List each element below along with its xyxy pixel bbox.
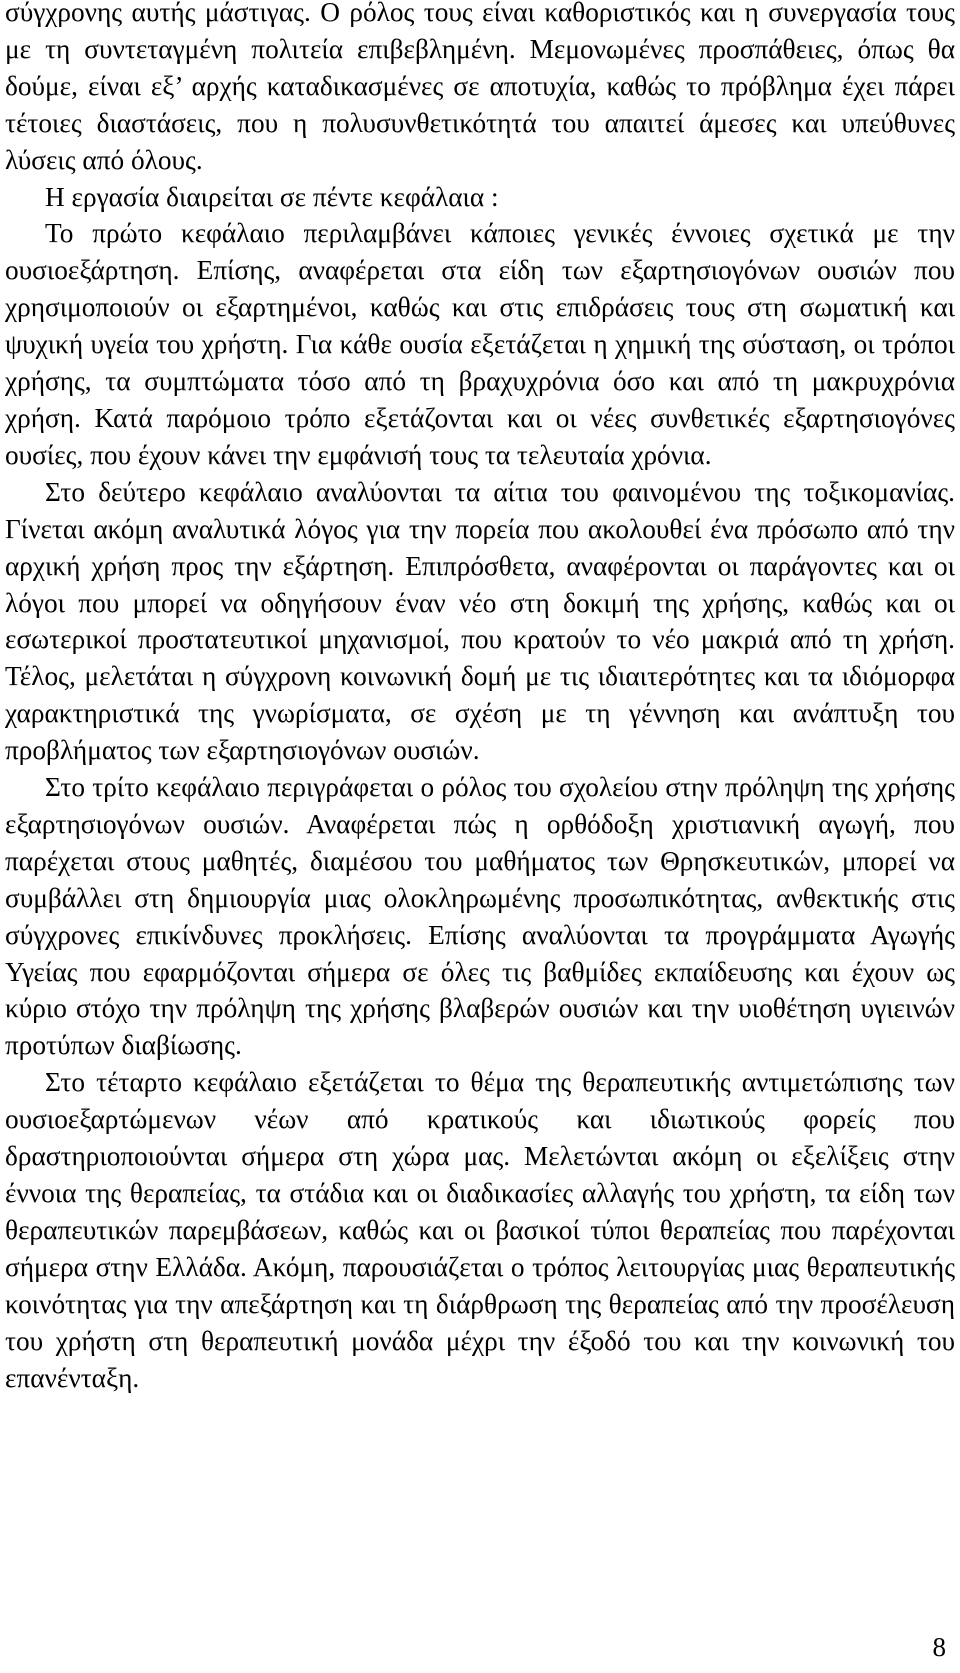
- paragraph-chapter-1: Το πρώτο κεφάλαιο περιλαμβάνει κάποιες γενικές έννοιες σχετικά με την ουσιοεξάρτηση. Επίσης, αναφέρεται στα είδη των εξαρτησιογόνων ουσιών που χρησιμοποιούν οι εξαρτημένοι, καθώς και στις επιδράσεις τους στη σωματική και ψυχική υγεία του χρήστη. Για κάθε ουσία εξετάζεται η χημική της σύσταση, οι τρόποι χρήσης, τα συμπτώματα τόσο από τη βραχυχρόνια όσο και από τη μακρυχρόνια χρήση. Κατά παρόμοιο τρόπο εξετάζονται και οι νέες συνθετικές εξαρτησιογόνες ουσίες, που έχουν κάνει την εμφάνισή τους τα τελευταία χρόνια.: [5, 218, 955, 470]
- paragraph-chapter-4: Στο τέταρτο κεφάλαιο εξετάζεται το θέμα της θεραπευτικής αντιμετώπισης των ουσιοεξαρτώμενων νέων από κρατικούς και ιδιωτικούς φορείς που δραστηριοποιούνται σήμερα στη χώρα μας. Μελετώνται ακόμη οι εξελίξεις στην έννοια της θεραπείας, τα στάδια και οι διαδικασίες αλλαγής του χρήστη, τα είδη των θεραπευτικών παρεμβάσεων, καθώς και οι βασικοί τύποι θεραπείας που παρέχονται σήμερα στην Ελλάδα. Ακόμη, παρουσιάζεται ο τρόπος λειτουργίας μιας θεραπευτικής κοινότητας για την απεξάρτηση και τη διάρθρωση της θεραπείας από την προσέλευση του χρήστη στη θεραπευτική μονάδα μέχρι την έξοδό του και την κοινωνική του επανένταξη.: [5, 1067, 955, 1393]
- body-text: [5, 0, 955, 1396]
- page-number: 8: [932, 1632, 946, 1662]
- paragraph-chapters-intro: Η εργασία διαιρείται σε πέντε κεφάλαια :: [45, 181, 499, 212]
- paragraph-chapter-3: Στο τρίτο κεφάλαιο περιγράφεται ο ρόλος του σχολείου στην πρόληψη της χρήσης εξαρτησιογόνων ουσιών. Αναφέρεται πώς η ορθόδοξη χριστιανική αγωγή, που παρέχεται στους μαθητές, διαμέσου του μαθήματος των Θρησκευτικών, μπορεί να συμβάλλει στη δημιουργία μιας ολοκληρωμένης προσωπικότητας, ανθεκτικής στις σύγχρονες επικίνδυνες προκλήσεις. Επίσης αναλύονται τα προγράμματα Αγωγής Υγείας που εφαρμόζονται σήμερα σε όλες τις βαθμίδες εκπαίδευσης και έχουν ως κύριο στόχο την πρόληψη της χρήσης βλαβερών ουσιών και την υιοθέτηση υγιεινών προτύπων διαβίωσης.: [5, 772, 955, 1061]
- paragraph-continuation: σύγχρονης αυτής μάστιγας. Ο ρόλος τους είναι καθοριστικός και η συνεργασία τους με τη συντεταγμένη πολιτεία επιβεβλημένη. Μεμονωμένες προσπάθειες, όπως θα δούμε, είναι εξ’ αρχής καταδικασμένες σε αποτυχία, καθώς το πρόβλημα έχει πάρει τέτοιες διαστάσεις, που η πολυσυνθετικότητά του απαιτεί άμεσες και υπεύθυνες λύσεις από όλους.: [5, 0, 955, 175]
- paragraph-chapter-2: Στο δεύτερο κεφάλαιο αναλύονται τα αίτια του φαινομένου της τοξικομανίας. Γίνεται ακόμη αναλυτικά λόγος για την πορεία που ακολουθεί ένα πρόσωπο από την αρχική χρήση προς την εξάρτηση. Επιπρόσθετα, αναφέρονται οι παράγοντες και οι λόγοι που μπορεί να οδηγήσουν έναν νέο στη δοκιμή της χρήσης, καθώς και οι εσωτερικοί προστατευτικοί μηχανισμοί, που κρατούν το νέο μακριά από τη χρήση. Τέλος, μελετάται η σύγχρονη κοινωνική δομή με τις ιδιαιτερότητες και τα ιδιόμορφα χαρακτηριστικά της γνωρίσματα, σε σχέση με τη γέννηση και ανάπτυξη του προβλήματος των εξαρτησιογόνων ουσιών.: [5, 476, 955, 766]
